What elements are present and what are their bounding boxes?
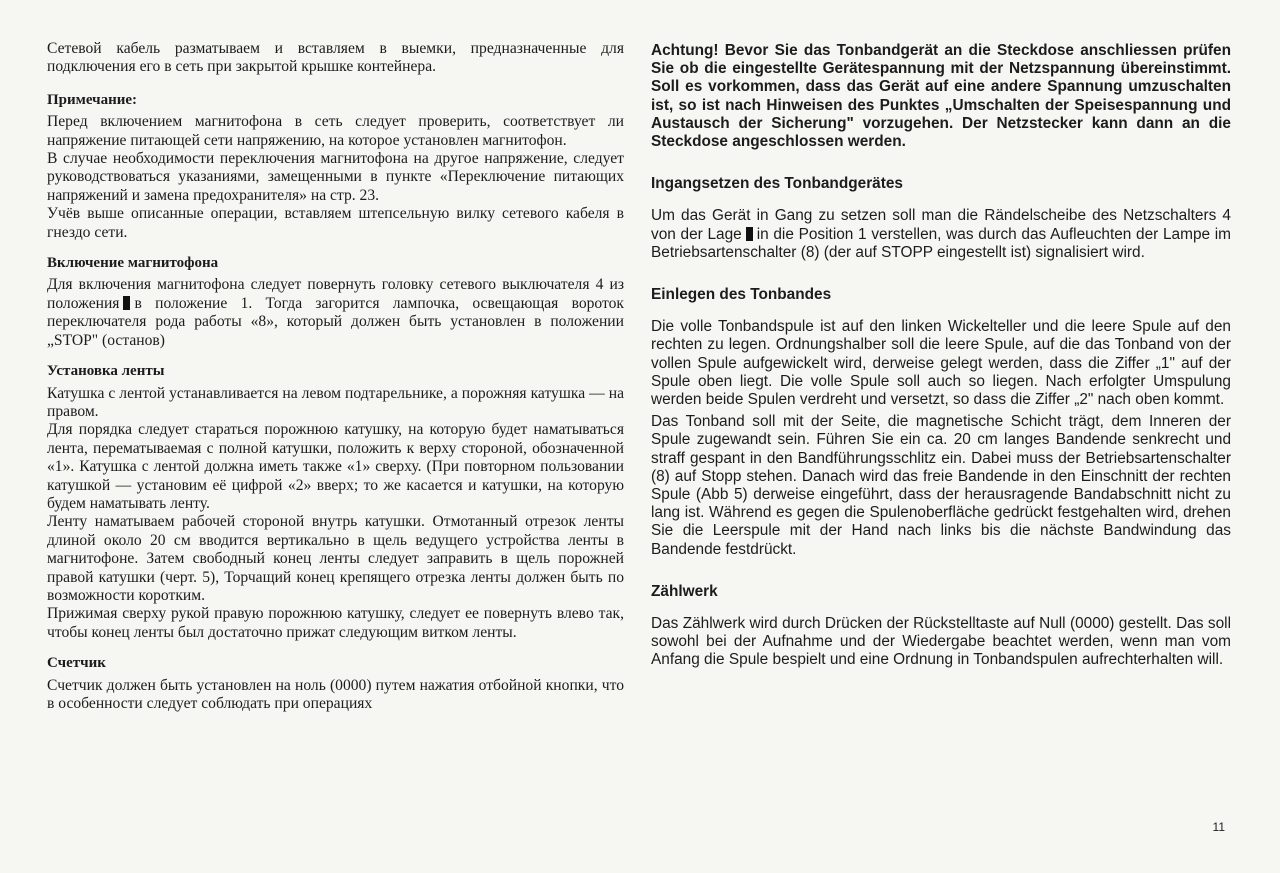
start-text-b: in die Position 1 verstellen, was durch das Aufleuchten der Lampe im Betriebsartenschalter (8) (der auf STOPP eingestellt ist) signalisiert wird. — [651, 225, 1231, 261]
warning-paragraph: Achtung! Bevor Sie das Tonbandgerät an die Steckdose anschliessen prüfen Sie ob die eingestellte Gerätespannung mit der Netzspannung übereinstimmt. Soll es vorkommen, dass das Gerät auf eine andere Spannung umzuschalten ist, so ist nach Hinweisen des Punktes „Umschalten der Speisespannung und Austausch der Sicherung" vorzugehen. Der Netzstecker kann dann an die Steckdose angeschlossen werden. — [651, 42, 1231, 151]
power-on-heading: Включение магнитофона — [47, 255, 219, 272]
russian-column — [47, 40, 624, 713]
note-heading: Примечание: — [47, 91, 138, 108]
load-heading: Einlegen des Tonbandes — [651, 286, 832, 304]
start-paragraph — [651, 207, 1231, 262]
counter-heading-ru: Счетчик — [47, 655, 106, 672]
start-heading: Ingangsetzen des Tonbandgerätes — [651, 175, 903, 193]
cable-paragraph: Сетевой кабель разматываем и вставляем в выемки, предназначенные для подключения его в сеть при закрытой крышке контейнера. — [47, 40, 624, 76]
tape-paragraph-3: Ленту наматываем рабочей стороной внутрь катушки. Отмотанный отрезок ленты длиной около 20 см вводится вертикально в щель ведущего устройства ленты в магнитофоне. Затем свободный конец ленты следует заправить в щель порожней правой катушки (черт. 5), Торчащий конец крепящего отрезка ленты должен быть по возможности коротким. — [47, 513, 624, 604]
power-on-text-b: в положение 1. Тогда загорится лампочка, освещающая вороток переключателя рода работы «8», который должен быть установлен в положении „STOP" (останов) — [47, 294, 624, 349]
counter-paragraph-ru: Счетчик должен быть установлен на ноль (0000) путем нажатия отбойной кнопки, что в особенности следует соблюдать при операциях — [47, 676, 624, 712]
tape-paragraph-2: Для порядка следует стараться порожнюю катушку, на которую будет наматываться лента, перематываемая с полной катушки, положить к верху стороной, обозначенной «1». Катушка с лентой должна иметь также «1» сверху. (При повторном пользовании катушкой — установим её цифрой «2» вверх; то же касается и катушки, на которую будем наматывать ленту. — [47, 421, 624, 512]
power-on-text-a: Для включения магнитофона следует повернуть головку сетевого выключателя 4 из положения — [47, 276, 624, 312]
german-column — [651, 42, 1231, 670]
start-text-a: Um das Gerät in Gang zu setzen soll man die Rändelscheibe des Netzschalters 4 von der Lage — [651, 207, 1231, 243]
tape-paragraph-4: Прижимая сверху рукой правую порожнюю катушку, следует ее повернуть влево так, чтобы конец ленты был достаточно прижат следующим витком ленты. — [47, 605, 624, 641]
counter-heading-de: Zählwerk — [651, 582, 718, 600]
note-paragraph-1: Перед включением магнитофона в сеть следует проверить, соответствует ли напряжение питающей сети напряжению, на которое установлен магнитофон. — [47, 113, 624, 149]
note-paragraph-2: В случае необходимости переключения магнитофона на другое напряжение, следует руководствоваться указаниями, замещенными в пункте «Переключение питающих напряжений и замена предохранителя» на стр. 23. — [47, 150, 624, 204]
tape-setup-heading: Установка ленты — [47, 363, 165, 380]
note-paragraph-3: Учёв выше описанные операции, вставляем штепсельную вилку сетевого кабеля в гнездо сети. — [47, 205, 624, 241]
switch-position-icon-de — [746, 227, 753, 241]
load-paragraph-1: Die volle Tonbandspule ist auf den linken Wickelteller und die leere Spule auf den rechten zu legen. Ordnungshalber soll die leere Spule, auf die das Tonband von der vollen Spule aufgewickelt wird, derweise gelegt werden, dass die Ziffer „1" auf der Spule oben liegt. Die volle Spule soll auch so liegen. Nach erfolgter Umspulung werden beide Spulen verdreht und versetzt, so dass die Ziffer „2" nach oben kommt. — [651, 318, 1231, 409]
load-paragraph-2: Das Tonband soll mit der Seite, die magnetische Schicht trägt, dem Inneren der Spule zugewandt sein. Führen Sie ein ca. 20 cm langes Bandende senkrecht und straff gespant in den Bandführungsschlitz ein. Dabei muss der Betriebsartenschalter (8) auf Stopp stehen. Danach wird das freie Bandende in den Einschnitt der rechten Spule (Abb 5) derweise eingeführt, dass der herausragende Bandabschnitt nicht zu lang ist. Während es gegen die Spulenoberfläche gedrückt festgehalten wird, drehen Sie die Leerspule mit der Hand nach links bis die nächste Bandwindung das Bandende festdrückt. — [651, 413, 1231, 558]
switch-position-icon — [123, 296, 130, 310]
page-number: 11 — [1212, 820, 1225, 834]
tape-paragraph-1: Катушка с лентой устанавливается на левом подтарельнике, а порожняя катушка — на правом. — [47, 384, 624, 420]
counter-paragraph-de: Das Zählwerk wird durch Drücken der Rückstelltaste auf Null (0000) gestellt. Das soll sowohl bei der Aufnahme und der Wiedergabe beachtet werden, wenn man vom Anfang die Spule bespielt und eine Ordnung in Tonbandspulen aufrechterhalten will. — [651, 615, 1231, 669]
power-on-paragraph — [47, 276, 624, 350]
